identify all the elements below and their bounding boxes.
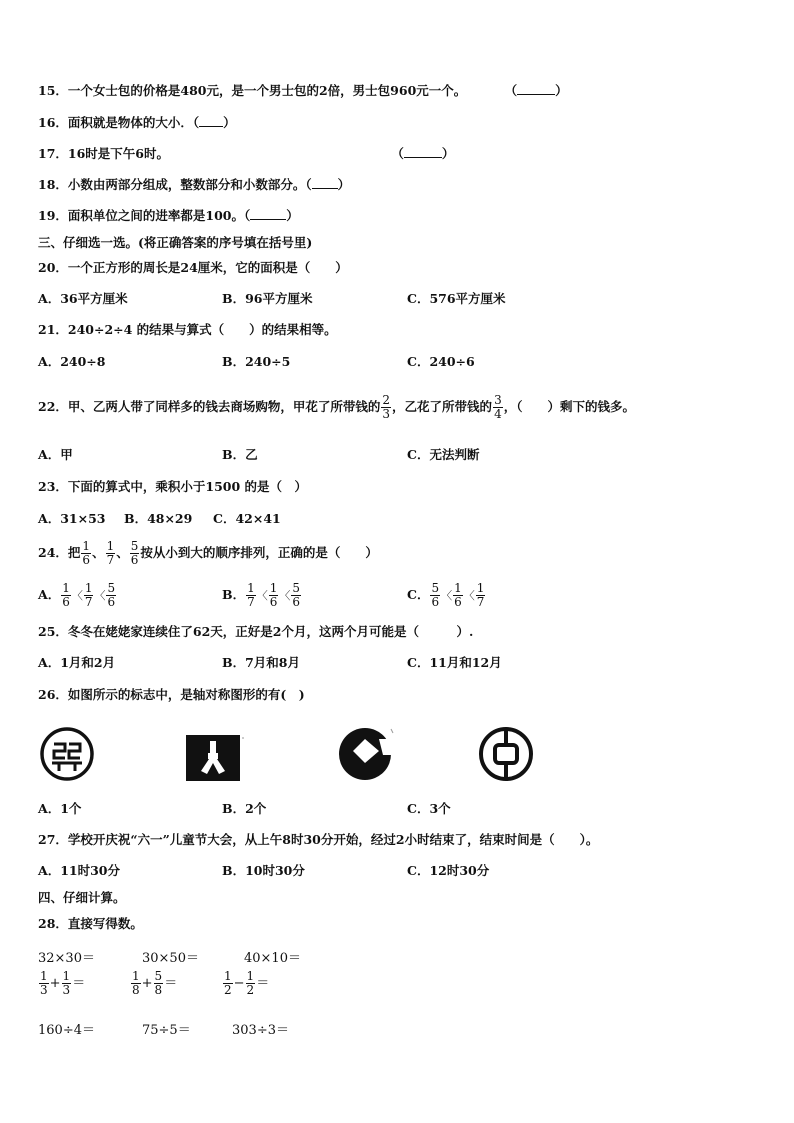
- question-20: 20．一个正方形的周长是24厘米，它的面积是（ ）: [38, 260, 348, 275]
- question-18: 18．小数由两部分组成，整数部分和小数部分。（ ）: [38, 177, 351, 192]
- answer-blank[interactable]: [199, 115, 223, 127]
- option-a[interactable]: A．36平方厘米: [38, 291, 128, 306]
- question-24: 24．把 $\frac{1}{6}$ 、 $\frac{1}{7}$ 、 $\frac{5}{6}$ 按从小到大的顺序排列，正确的是（ ）: [38, 539, 378, 567]
- question-21: 21．240÷2÷4 的结果与算式（ ）的结果相等。: [38, 322, 337, 337]
- question-27: 27．学校开庆祝“六一”儿童节大会，从上午8时30分开始，经过2小时结束了，结束时间是（ ）。: [38, 832, 599, 847]
- option-b[interactable]: B． $\frac{1}{7}$ 〈 $\frac{1}{6}$ 〈 $\frac{5}{6}$: [222, 581, 300, 609]
- fraction: $\frac{5}{6}$: [130, 539, 139, 567]
- calc-item: 303÷3＝: [232, 1023, 289, 1038]
- option-a[interactable]: A．240÷8: [38, 354, 106, 369]
- option-c[interactable]: C．12时30分: [407, 863, 490, 878]
- question-28: 28．直接写得数。: [38, 916, 143, 931]
- option-b[interactable]: B．48×29: [124, 511, 193, 526]
- option-b[interactable]: B．乙: [222, 447, 258, 462]
- answer-blank[interactable]: [312, 177, 338, 189]
- calc-item: 40×10＝: [244, 951, 301, 966]
- option-c[interactable]: C．11月和12月: [407, 655, 502, 670]
- fraction: $\frac{2}{3}$: [382, 393, 391, 421]
- calc-item: 160÷4＝: [38, 1023, 95, 1038]
- option-a[interactable]: A．1月和2月: [38, 655, 116, 670]
- option-b[interactable]: B．10时30分: [222, 863, 305, 878]
- question-22: 22．甲、乙两人带了同样多的钱去商场购物，甲花了所带钱的 $\frac{2}{3}$ ，乙花了所带钱的 $\frac{3}{4}$ ，（ ）剩下的钱多。: [38, 393, 635, 421]
- fraction: $\frac{3}{4}$: [494, 393, 502, 421]
- calc-item: 30×50＝: [142, 951, 199, 966]
- option-c[interactable]: C．240÷6: [407, 354, 475, 369]
- question-16: 16．面积就是物体的大小．（ ）: [38, 115, 236, 130]
- option-c[interactable]: C．42×41: [213, 511, 281, 526]
- bank-logo-icon-2: [184, 733, 244, 783]
- question-19: 19．面积单位之间的进率都是100。（ ）: [38, 208, 299, 223]
- option-b[interactable]: B．96平方厘米: [222, 291, 313, 306]
- bank-logo-icon-4: [476, 726, 536, 782]
- answer-blank[interactable]: [404, 146, 442, 158]
- answer-blank[interactable]: [517, 83, 555, 95]
- option-c[interactable]: C．无法判断: [407, 447, 480, 462]
- question-26: 26．如图所示的标志中，是轴对称图形的有( ): [38, 687, 305, 702]
- option-c[interactable]: C．3个: [407, 801, 451, 816]
- option-b[interactable]: B．2个: [222, 801, 267, 816]
- bank-logo-icon-3: [335, 725, 397, 783]
- question-25: 25．冬冬在姥姥家连续住了62天，正好是2个月，这两个月可能是（ ）.: [38, 624, 474, 639]
- option-a[interactable]: A．31×53: [38, 511, 106, 526]
- section-3-heading: 三、仔细选一选。(将正确答案的序号填在括号里): [38, 235, 313, 250]
- option-a[interactable]: A． $\frac{1}{6}$ 〈 $\frac{1}{7}$ 〈 $\frac{5}{6}$: [38, 581, 116, 609]
- calc-item: $\frac{1}{3}$ + $\frac{1}{3}$ ＝: [40, 969, 86, 997]
- answer-blank[interactable]: [250, 208, 286, 220]
- calc-item: 75÷5＝: [142, 1023, 191, 1038]
- question-23: 23．下面的算式中，乘积小于1500 的是（ ）: [38, 479, 308, 494]
- option-c[interactable]: C．576平方厘米: [407, 291, 506, 306]
- calc-item: $\frac{1}{2}$ − $\frac{1}{2}$ ＝: [224, 969, 270, 997]
- fraction: $\frac{1}{7}$: [106, 539, 115, 567]
- option-a[interactable]: A．甲: [38, 447, 73, 462]
- option-a[interactable]: A．11时30分: [38, 863, 120, 878]
- question-15: 15．一个女士包的价格是480元，是一个男士包的2倍，男士包960元一个。 （ ）: [38, 83, 568, 98]
- option-b[interactable]: B．7月和8月: [222, 655, 300, 670]
- calc-item: 32×30＝: [38, 951, 95, 966]
- section-4-heading: 四、仔细计算。: [38, 890, 126, 905]
- bank-logo-icon-1: [36, 727, 98, 781]
- question-17: 17．16时是下午6时。 （ ）: [38, 146, 455, 161]
- option-b[interactable]: B．240÷5: [222, 354, 291, 369]
- option-a[interactable]: A．1个: [38, 801, 82, 816]
- option-c[interactable]: C． $\frac{5}{6}$ 〈 $\frac{1}{6}$ 〈 $\frac{1}{7}$: [407, 581, 485, 609]
- fraction: $\frac{1}{6}$: [82, 539, 91, 567]
- calc-item: $\frac{1}{8}$ + $\frac{5}{8}$ ＝: [132, 969, 178, 997]
